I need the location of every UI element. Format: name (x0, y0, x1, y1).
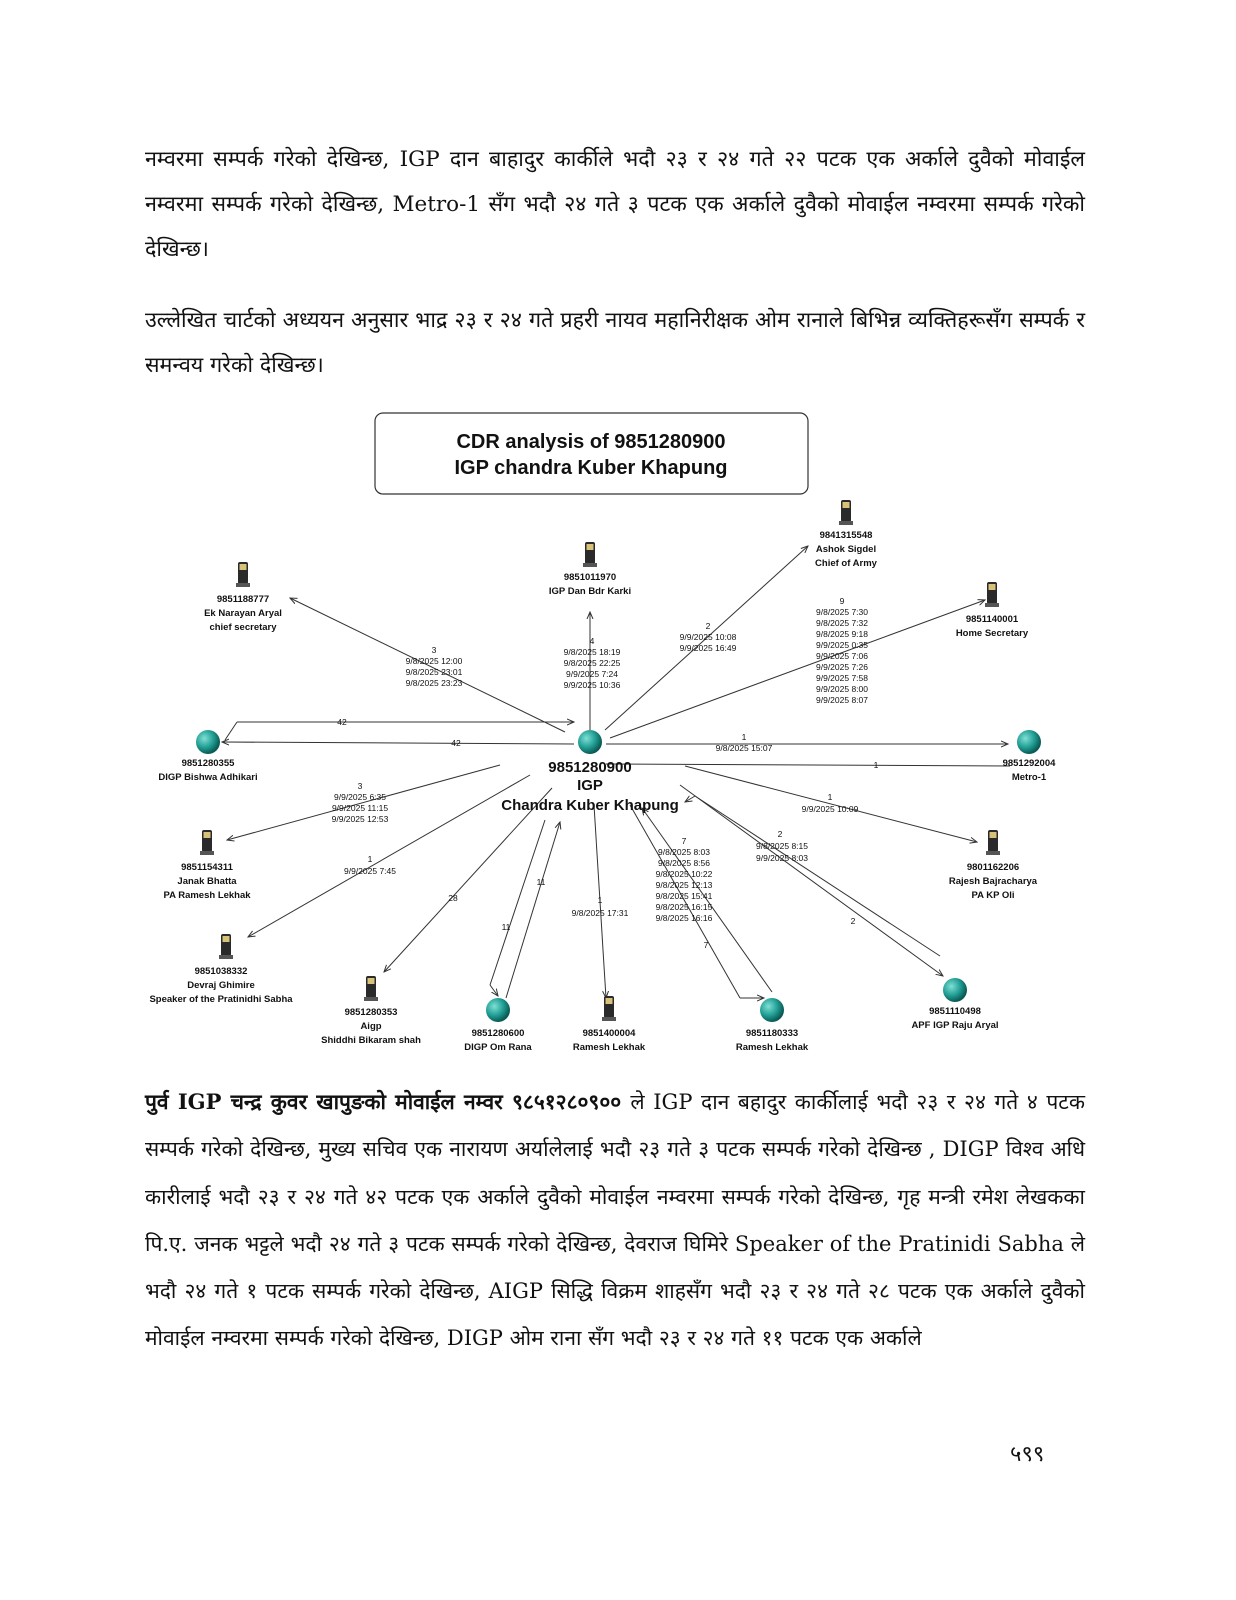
node-label: Rajesh Bajracharya (948, 876, 1038, 887)
node-janak (163, 830, 251, 901)
edge-label-home-time: 9/9/2025 0:35 (816, 640, 868, 650)
edge-label-home-time: 9/9/2025 8:07 (816, 695, 868, 705)
edge-label-ramesh2-time: 9/8/2025 12:13 (655, 880, 713, 890)
edge-apf-back-a (695, 796, 940, 956)
cdr-network-diagram (0, 400, 1236, 1080)
diagram-title-box (375, 413, 808, 494)
edge-label-janak-time: 9/9/2025 11:15 (331, 803, 389, 813)
edge-label-karki-count: 4 (589, 636, 595, 646)
node-number: 9801162206 (966, 862, 1020, 873)
edge-label-bishwa-in: 42 (451, 738, 461, 748)
node-label: Ek Narayan Aryal (204, 608, 282, 619)
node-home (956, 582, 1029, 639)
edge-omrana-a2 (490, 985, 498, 996)
edge-label-home-count: 9 (839, 596, 845, 606)
edge-label-home-time: 9/8/2025 7:32 (816, 618, 868, 628)
globe-icon (196, 730, 220, 754)
node-number: 9851280600 (471, 1028, 525, 1039)
node-label: Ramesh Lekhak (735, 1042, 809, 1053)
node-label: Speaker of the Pratinidhi Sabha (149, 994, 293, 1005)
node-aryal (204, 562, 282, 633)
edge-label-home-time: 9/9/2025 7:26 (816, 662, 868, 672)
node-label: DIGP Om Rana (464, 1042, 532, 1053)
center-node-line2: IGP (577, 777, 603, 794)
edge-label-devraj-time: 9/9/2025 7:45 (344, 866, 396, 876)
edge-label-home-time: 9/9/2025 7:58 (816, 673, 868, 683)
phone-icon (236, 562, 250, 587)
edge-label-metro-count: 1 (741, 732, 747, 742)
edge-aigp (384, 788, 552, 972)
edge-label-apf-time: 9/8/2025 8:15 (756, 841, 808, 851)
node-number: 9851038332 (194, 966, 248, 977)
edge-omrana-b (506, 822, 560, 998)
phone-icon (839, 500, 853, 525)
node-sigdel (815, 500, 878, 569)
node-label: IGP Dan Bdr Karki (548, 586, 632, 597)
node-label: Shiddhi Bikaram shah (321, 1035, 421, 1046)
edge-label-ramesh2-time: 9/8/2025 10:22 (655, 869, 713, 879)
center-node (501, 730, 679, 814)
phone-icon (200, 830, 214, 855)
edge-label-home-time: 9/9/2025 7:06 (816, 651, 868, 661)
page-number: ५९९ (1010, 1442, 1045, 1467)
node-apf (911, 978, 998, 1031)
phone-icon (364, 976, 378, 1001)
paragraph-2: उल्लेखित चार्टको अध्ययन अनुसार भाद्र २३ र २४ गते प्रहरी नायव महानिरीक्षक ओम रानाले बिभिन्न व्यक्तिहरूसँग सम्पर्क र समन्वय गरेको देखिन्छ। (145, 308, 1085, 378)
node-number: 9851280355 (181, 758, 235, 769)
globe-icon (760, 998, 784, 1022)
edge-label-janak-count: 3 (357, 781, 363, 791)
edge-label-ramesh2-time: 9/8/2025 8:03 (658, 847, 710, 857)
node-label: Home Secretary (955, 628, 1029, 639)
node-label: PA Ramesh Lekhak (163, 890, 251, 901)
edge-label-sigdel-count: 2 (705, 621, 711, 631)
node-label: APF IGP Raju Aryal (911, 1020, 999, 1031)
edge-label-metro-back: 1 (873, 760, 879, 770)
edge-label-aryal-time: 9/8/2025 12:00 (405, 656, 463, 666)
node-label: Janak Bhatta (177, 876, 237, 887)
node-label: Ashok Sigdel (815, 544, 877, 555)
edge-label-apf-count: 2 (777, 829, 783, 839)
edge-label-sigdel-time: 9/9/2025 10:08 (679, 632, 737, 642)
node-ramesh1 (573, 996, 646, 1053)
node-label: Devraj Ghimire (187, 980, 255, 991)
edge-label-ramesh2-time: 9/8/2025 8:56 (658, 858, 710, 868)
globe-icon (486, 998, 510, 1022)
edge-label-apf-time: 9/9/2025 8:03 (756, 853, 808, 863)
edge-label-karki-time: 9/8/2025 18:19 (563, 647, 621, 657)
node-bishwa (158, 730, 257, 783)
edge-bishwa-out-a (225, 722, 237, 740)
node-karki (549, 542, 631, 597)
edge-devraj (248, 775, 530, 937)
edge-label-aryal-time: 9/8/2025 23:01 (405, 667, 463, 677)
edge-label-sigdel-time: 9/9/2025 16:49 (679, 643, 737, 653)
globe-icon (943, 978, 967, 1002)
edge-label-ramesh1-time: 9/8/2025 17:31 (571, 908, 629, 918)
node-number: 9851180333 (745, 1028, 799, 1039)
edge-bishwa-in (222, 742, 574, 744)
phone-icon (583, 542, 597, 567)
edge-label-aryal-time: 9/8/2025 23:23 (405, 678, 463, 688)
paragraph-3-body: ले IGP दान बहादुर कार्कीलाई भदौ २३ र २४ गते ४ पटक सम्पर्क गरेको देखिन्छ, मुख्य सचिव एक नारायण अर्यालेलाई भदौ २३ गते ३ पटक सम्पर्क गरेको देखिन्छ , DIGP विश्व अधि कारीलाई भदौ २३ र २४ गते ४२ पटक एक अर्काले दुवैको मोवाईल नम्वरमा सम्पर्क गरेको देखिन्छ, गृह मन्त्री रमेश लेखकका पि.ए. जनक भट्टले भदौ २४ गते ३ पटक सम्पर्क गरेको देखिन्छ, देवराज घिमिरे Speaker of the Pratinidi Sabha ले भदौ २४ गते १ पटक सम्पर्क गरेको देखिन्छ, AIGP सिद्धि विक्रम शाहसँग भदौ २३ र २४ गते २८ पटक एक अर्काले दुवैको मोवाईल नम्वरमा सम्पर्क गरेको देखिन्छ, DIGP ओम राना सँग भदौ २३ र २४ गते ११ पटक एक अर्काले (145, 1090, 1086, 1351)
edge-label-janak-time: 9/9/2025 12:53 (331, 814, 389, 824)
node-devraj (149, 934, 293, 1005)
edge-label-bishwa-out: 42 (337, 717, 347, 727)
phone-icon (986, 830, 1000, 855)
node-label: Chief of Army (815, 558, 877, 569)
edge-label-ramesh2-count: 7 (681, 836, 687, 846)
center-node-line3: Chandra Kuber Khapung (501, 797, 679, 814)
node-number: 9851011970 (563, 572, 617, 583)
globe-icon (578, 730, 602, 754)
paragraph-3 (145, 1078, 1085, 1363)
node-number: 9851110498 (929, 1006, 981, 1017)
phone-icon (219, 934, 233, 959)
node-metro (1003, 730, 1057, 783)
node-ramesh2 (736, 998, 809, 1053)
edge-label-home-time: 9/8/2025 9:18 (816, 629, 868, 639)
edge-label-janak-time: 9/9/2025 6:35 (334, 792, 386, 802)
node-number: 9851280353 (344, 1007, 398, 1018)
globe-icon (1017, 730, 1041, 754)
phone-icon (602, 996, 616, 1021)
edge-label-ramesh2-time: 9/8/2025 15:41 (655, 891, 713, 901)
edge-label-omrana-a: 11 (536, 877, 546, 887)
node-aigp (321, 976, 421, 1046)
node-number: 9851154311 (181, 862, 233, 873)
node-rajesh (949, 830, 1038, 901)
edge-label-karki-time: 9/9/2025 7:24 (566, 669, 618, 679)
edge-label-ramesh1-count: 1 (597, 895, 603, 905)
node-number: 9851292004 (1002, 758, 1056, 769)
edge-metro-back (606, 764, 1010, 766)
node-label: chief secretary (209, 622, 277, 633)
edge-label-karki-time: 9/8/2025 22:25 (563, 658, 621, 668)
node-label: DIGP Bishwa Adhikari (158, 772, 258, 783)
node-number: 9851140001 (965, 614, 1019, 625)
edge-label-karki-time: 9/9/2025 10:36 (563, 680, 621, 690)
edge-label-rajesh-count: 1 (827, 792, 833, 802)
edge-label-aryal-count: 3 (431, 645, 437, 655)
paragraph-3-lead: पुर्व IGP चन्द्र कुवर खापुङको मोवाईल नम्वर ९८५१२८०९०० (145, 1089, 631, 1114)
node-label: Aigp (360, 1021, 382, 1032)
node-label: Metro-1 (1011, 772, 1047, 783)
edge-label-omrana-b: 11 (501, 922, 511, 932)
edge-label-ramesh2-back: 7 (703, 940, 709, 950)
node-number: 9851400004 (582, 1028, 636, 1039)
center-node-number: 9851280900 (548, 759, 632, 776)
edge-label-devraj-count: 1 (367, 854, 373, 864)
edge-label-home-time: 9/8/2025 7:30 (816, 607, 868, 617)
node-label: PA KP Oli (971, 890, 1015, 901)
edge-label-apf-back: 2 (850, 916, 856, 926)
edge-label-ramesh2-time: 9/8/2025 16:15 (655, 902, 713, 912)
edge-apf-back-b (685, 796, 695, 802)
diagram-title-line2: IGP chandra Kuber Khapung (454, 457, 728, 479)
edge-label-aigp: 28 (448, 893, 458, 903)
paragraph-1: नम्वरमा सम्पर्क गरेको देखिन्छ, IGP दान बाहादुर कार्कीले भदौ २३ र २४ गते २२ पटक एक अर्कालेे दुवैको मोवाईल नम्वरमा सम्पर्क गरेको देखिन्छ, Metro-1 सँग भदौ २४ गते ३ पटक एक अर्काले दुवैको मोवाईल नम्वरमा सम्पर्क गरेको देखिन्छ। (145, 147, 1085, 262)
node-omrana (464, 998, 532, 1053)
edge-label-rajesh-time: 9/9/2025 10:09 (801, 804, 859, 814)
edge-home (610, 600, 985, 738)
diagram-title-line1: CDR analysis of 9851280900 (456, 431, 726, 453)
edge-label-metro-time: 9/8/2025 15:07 (715, 743, 773, 753)
edge-label-ramesh2-time: 9/8/2025 16:16 (655, 913, 713, 923)
node-number: 9841315548 (819, 530, 873, 541)
node-number: 9851188777 (216, 594, 270, 605)
node-label: Ramesh Lekhak (572, 1042, 646, 1053)
edge-label-home-time: 9/9/2025 8:00 (816, 684, 868, 694)
phone-icon (985, 582, 999, 607)
